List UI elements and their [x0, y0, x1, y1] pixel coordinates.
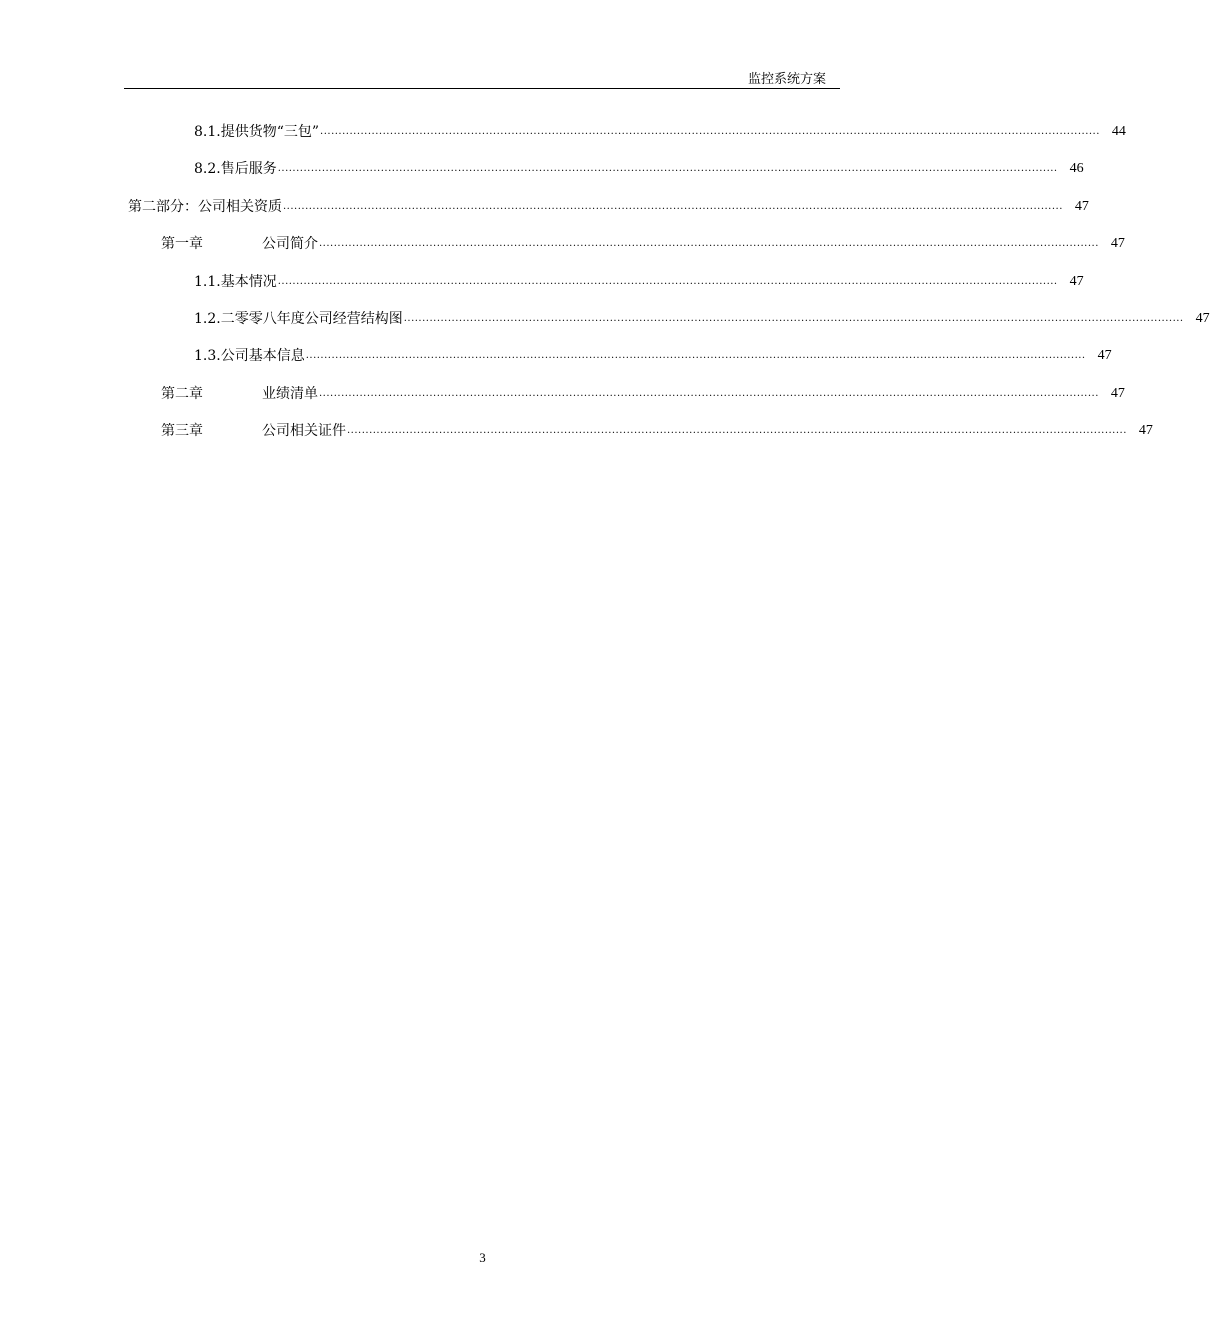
toc-entry-label: 8.1.提供货物“三包”	[194, 124, 320, 140]
toc-leader-dots: ....................................................................................................................................................................................................................	[347, 425, 1127, 436]
toc-entry[interactable]	[194, 159, 1084, 179]
toc-leader-dots: ....................................................................................................................................................................................................................	[283, 201, 1063, 212]
toc-entry[interactable]	[128, 197, 1089, 217]
toc-leader-dots: ....................................................................................................................................................................................................................	[403, 313, 1184, 324]
toc-chapter-number: 第二章	[161, 386, 203, 402]
toc-chapter-number: 第三章	[161, 423, 203, 439]
header-rule	[124, 88, 840, 89]
toc-leader-dots: ....................................................................................................................................................................................................................	[320, 126, 1100, 137]
toc-leader-dots: ....................................................................................................................................................................................................................	[305, 350, 1086, 361]
toc-entry[interactable]	[194, 309, 1210, 329]
toc-entry[interactable]	[161, 421, 1153, 441]
toc-entry[interactable]	[161, 234, 1125, 254]
toc-entry-page: 46	[1069, 161, 1084, 176]
toc-entry-page: 47	[1069, 274, 1084, 289]
toc-entry-page: 47	[1195, 311, 1210, 326]
toc-entry-page: 47	[1110, 386, 1125, 401]
toc-entry-label: 8.2.售后服务	[194, 161, 277, 177]
toc-entry[interactable]	[161, 384, 1125, 404]
toc-entry[interactable]	[194, 272, 1084, 292]
toc-leader-dots: ....................................................................................................................................................................................................................	[277, 163, 1058, 174]
toc-entry-page: 47	[1097, 348, 1112, 363]
toc-entry-label: 1.2.二零零八年度公司经营结构图	[194, 311, 403, 327]
toc-entry-label: 1.3.公司基本信息	[194, 348, 305, 364]
header-title: 监控系统方案	[747, 72, 826, 87]
toc-entry-page: 44	[1111, 124, 1126, 139]
toc-entry-page: 47	[1074, 199, 1089, 214]
toc-entry[interactable]	[194, 346, 1112, 366]
toc-entry-label: 公司简介	[262, 236, 318, 252]
toc-leader-dots: ....................................................................................................................................................................................................................	[277, 276, 1058, 287]
toc-entry-label: 业绩清单	[262, 386, 318, 402]
page-number: 3	[479, 1250, 486, 1265]
toc-entry-page: 47	[1138, 423, 1153, 438]
toc-entry-label: 第二部分：公司相关资质	[128, 199, 282, 215]
toc-entry-page: 47	[1110, 236, 1125, 251]
toc-leader-dots: ....................................................................................................................................................................................................................	[319, 238, 1099, 249]
toc-entry-label: 公司相关证件	[262, 423, 346, 439]
toc-chapter-number: 第一章	[161, 236, 203, 252]
toc-entry[interactable]	[194, 122, 1126, 142]
toc-leader-dots: ....................................................................................................................................................................................................................	[319, 388, 1099, 399]
toc-entry-label: 1.1.基本情况	[194, 274, 277, 290]
